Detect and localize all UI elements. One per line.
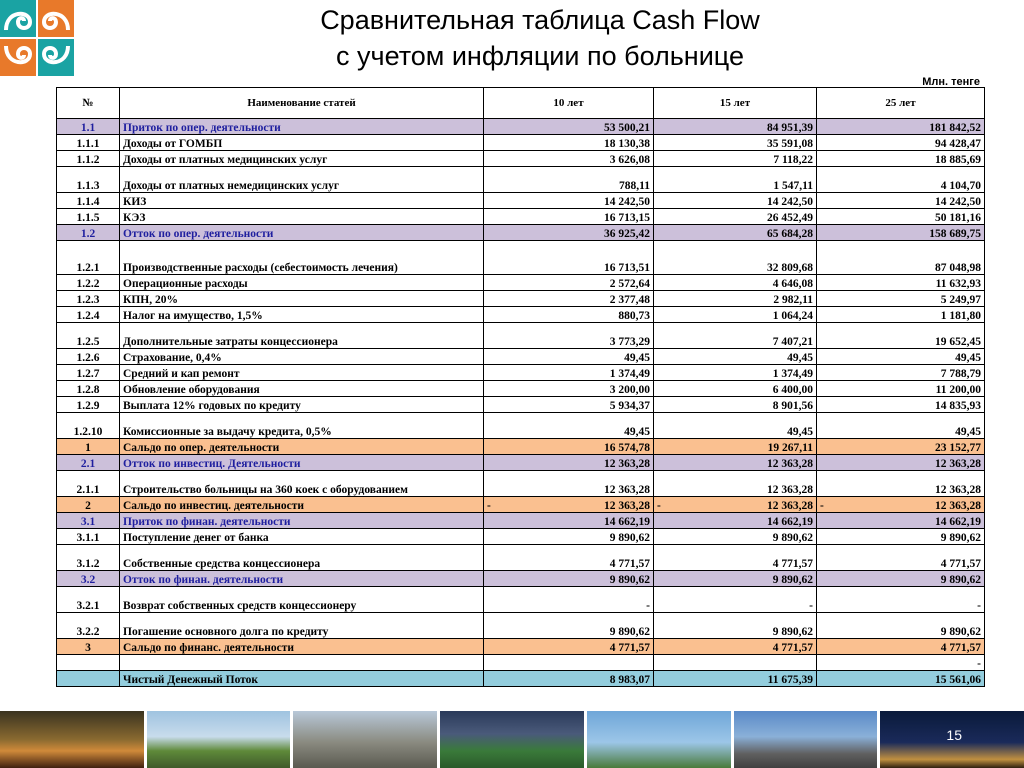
- row-item-name: Операционные расходы: [120, 275, 484, 291]
- title-line-2: с учетом инфляции по больнице: [336, 41, 744, 71]
- row-number: [57, 655, 120, 671]
- page-number: 15: [946, 727, 962, 743]
- row-number: 2.1: [57, 455, 120, 471]
- row-value-10-years: 5 934,37: [484, 397, 654, 413]
- table-row: [57, 365, 985, 381]
- row-value-25-years: -: [817, 655, 985, 671]
- table-row: [57, 291, 985, 307]
- row-value-15-years: 12 363,28: [654, 471, 817, 497]
- row-value-15-years: 7 118,22: [654, 151, 817, 167]
- table-row: [57, 381, 985, 397]
- row-value-15-years: 12 363,28: [654, 455, 817, 471]
- row-value-25-years: [817, 497, 985, 513]
- table-row: [57, 455, 985, 471]
- row-value-10-years: 1 374,49: [484, 365, 654, 381]
- row-item-name: Отток по финан. деятельности: [120, 571, 484, 587]
- row-value-15-years: 1 547,11: [654, 167, 817, 193]
- row-number: 1.1: [57, 119, 120, 135]
- row-item-name: Чистый Денежный Поток: [120, 671, 484, 687]
- row-value-10-years: 36 925,42: [484, 225, 654, 241]
- row-value-25-years: 14 835,93: [817, 397, 985, 413]
- table-row: [57, 413, 985, 439]
- row-number: 1.2.3: [57, 291, 120, 307]
- row-value-10-years: 2 377,48: [484, 291, 654, 307]
- row-value-25-years: 14 662,19: [817, 513, 985, 529]
- row-value-15-years: 9 890,62: [654, 529, 817, 545]
- row-number: 1: [57, 439, 120, 455]
- row-value-15-years: 49,45: [654, 413, 817, 439]
- photo-wind-turbines: [587, 711, 731, 768]
- row-value-25-years: -: [817, 587, 985, 613]
- row-value-10-years: 3 626,08: [484, 151, 654, 167]
- row-value-25-years: 158 689,75: [817, 225, 985, 241]
- photo-industrial-plant: [293, 711, 437, 768]
- row-value-15-years: 7 407,21: [654, 323, 817, 349]
- row-value-10-years: 8 983,07: [484, 671, 654, 687]
- table-row: [57, 167, 985, 193]
- row-item-name: Возврат собственных средств концессионеру: [120, 587, 484, 613]
- table-row: [57, 613, 985, 639]
- row-item-name: Производственные расходы (себестоимость лечения): [120, 241, 484, 275]
- row-item-name: Приток по опер. деятельности: [120, 119, 484, 135]
- row-item-name: КИЗ: [120, 193, 484, 209]
- row-value-15-years: 84 951,39: [654, 119, 817, 135]
- row-value-10-years: 4 771,57: [484, 545, 654, 571]
- row-value-15-years: [654, 497, 817, 513]
- row-number: 1.2.2: [57, 275, 120, 291]
- table-row: [57, 639, 985, 655]
- row-value-25-years: 11 632,93: [817, 275, 985, 291]
- row-item-name: Строительство больницы на 360 коек с оборудованием: [120, 471, 484, 497]
- row-value-15-years: 1 064,24: [654, 307, 817, 323]
- row-item-name: Сальдо по финанс. деятельности: [120, 639, 484, 655]
- row-item-name: Поступление денег от банка: [120, 529, 484, 545]
- photo-strip: [0, 711, 1024, 768]
- row-value-25-years: 49,45: [817, 349, 985, 365]
- row-value-15-years: 9 890,62: [654, 613, 817, 639]
- row-value-15-years: 2 982,11: [654, 291, 817, 307]
- photo-stadium: [440, 711, 584, 768]
- row-value-25-years: 12 363,28: [817, 471, 985, 497]
- row-value-25-years: 1 181,80: [817, 307, 985, 323]
- row-value-10-years: [484, 497, 654, 513]
- row-item-name: Дополнительные затраты концессионера: [120, 323, 484, 349]
- table-row: [57, 349, 985, 365]
- row-value-10-years: 18 130,38: [484, 135, 654, 151]
- row-value-10-years: 12 363,28: [484, 471, 654, 497]
- row-value-10-years: 14 662,19: [484, 513, 654, 529]
- cash-flow-table: [56, 87, 985, 687]
- row-item-name: КЭЗ: [120, 209, 484, 225]
- photo-road: [734, 711, 878, 768]
- row-value-10-years: 49,45: [484, 349, 654, 365]
- row-number: 3.2: [57, 571, 120, 587]
- row-item-name: Погашение основного долга по кредиту: [120, 613, 484, 639]
- row-item-name: Страхование, 0,4%: [120, 349, 484, 365]
- row-value-25-years: 14 242,50: [817, 193, 985, 209]
- row-item-name: Выплата 12% годовых по кредиту: [120, 397, 484, 413]
- row-number: 1.1.4: [57, 193, 120, 209]
- row-value-25-years: 4 771,57: [817, 639, 985, 655]
- row-value-15-years: 4 771,57: [654, 545, 817, 571]
- row-value-15-years: 11 675,39: [654, 671, 817, 687]
- row-item-name: КПН, 20%: [120, 291, 484, 307]
- row-item-name: [120, 655, 484, 671]
- row-number: 1.2.10: [57, 413, 120, 439]
- row-number: 3.1.1: [57, 529, 120, 545]
- row-number: 3.2.1: [57, 587, 120, 613]
- row-number: 1.2.5: [57, 323, 120, 349]
- row-value-25-years: 4 771,57: [817, 545, 985, 571]
- row-value-10-years: 16 574,78: [484, 439, 654, 455]
- table-row: [57, 471, 985, 497]
- row-item-name: Средний и кап ремонт: [120, 365, 484, 381]
- row-number: 1.2.7: [57, 365, 120, 381]
- row-value-15-years: 8 901,56: [654, 397, 817, 413]
- row-number: 1.1.3: [57, 167, 120, 193]
- row-number: 1.2: [57, 225, 120, 241]
- row-value-15-years: 35 591,08: [654, 135, 817, 151]
- row-value-15-years: 4 646,08: [654, 275, 817, 291]
- row-value-25-years: 15 561,06: [817, 671, 985, 687]
- row-value-15-years: 6 400,00: [654, 381, 817, 397]
- negative-sign: -: [657, 500, 661, 512]
- row-value-25-years: 12 363,28: [817, 455, 985, 471]
- table-row: [57, 275, 985, 291]
- row-value-15-years: 1 374,49: [654, 365, 817, 381]
- row-number: 1.1.2: [57, 151, 120, 167]
- value-text: 12 363,28: [935, 500, 981, 512]
- table-row: [57, 151, 985, 167]
- row-value-10-years: 3 773,29: [484, 323, 654, 349]
- header-25-years: 25 лет: [817, 88, 985, 119]
- row-value-10-years: 16 713,15: [484, 209, 654, 225]
- row-value-25-years: 5 249,97: [817, 291, 985, 307]
- row-number: 1.2.8: [57, 381, 120, 397]
- header-item-name: Наименование статей: [120, 88, 484, 119]
- row-value-15-years: [654, 655, 817, 671]
- row-item-name: Обновление оборудования: [120, 381, 484, 397]
- row-value-25-years: 181 842,52: [817, 119, 985, 135]
- row-value-25-years: 4 104,70: [817, 167, 985, 193]
- table-row: [57, 587, 985, 613]
- row-value-10-years: 12 363,28: [484, 455, 654, 471]
- table-row: [57, 497, 985, 513]
- row-value-10-years: 880,73: [484, 307, 654, 323]
- table-row: [57, 529, 985, 545]
- table-row: [57, 545, 985, 571]
- row-value-15-years: 49,45: [654, 349, 817, 365]
- row-value-25-years: 9 890,62: [817, 613, 985, 639]
- row-value-10-years: 53 500,21: [484, 119, 654, 135]
- row-value-10-years: 788,11: [484, 167, 654, 193]
- row-item-name: Отток по инвестиц. Деятельности: [120, 455, 484, 471]
- row-value-25-years: 7 788,79: [817, 365, 985, 381]
- row-number: 1.2.4: [57, 307, 120, 323]
- row-value-25-years: 87 048,98: [817, 241, 985, 275]
- table-row: [57, 655, 985, 671]
- row-value-25-years: 9 890,62: [817, 571, 985, 587]
- table-row: [57, 307, 985, 323]
- row-value-25-years: 94 428,47: [817, 135, 985, 151]
- table-row: [57, 397, 985, 413]
- row-value-15-years: 32 809,68: [654, 241, 817, 275]
- table-row: [57, 135, 985, 151]
- row-item-name: Сальдо по инвестиц. деятельности: [120, 497, 484, 513]
- row-value-15-years: 26 452,49: [654, 209, 817, 225]
- row-value-10-years: 9 890,62: [484, 529, 654, 545]
- table-row: [57, 671, 985, 687]
- row-value-15-years: -: [654, 587, 817, 613]
- row-number: 3.1: [57, 513, 120, 529]
- row-number: 1.2.6: [57, 349, 120, 365]
- ornament-logo-icon: [0, 0, 74, 76]
- table-header-row: [57, 88, 985, 119]
- row-value-15-years: 14 662,19: [654, 513, 817, 529]
- units-label: Млн. тенге: [922, 76, 980, 88]
- row-item-name: Налог на имущество, 1,5%: [120, 307, 484, 323]
- row-number: 2: [57, 497, 120, 513]
- row-number: [57, 671, 120, 687]
- table-row: [57, 513, 985, 529]
- row-number: 1.2.9: [57, 397, 120, 413]
- row-value-10-years: 9 890,62: [484, 613, 654, 639]
- row-item-name: Комиссионные за выдачу кредита, 0,5%: [120, 413, 484, 439]
- row-item-name: Собственные средства концессионера: [120, 545, 484, 571]
- row-number: 3.1.2: [57, 545, 120, 571]
- table-row: [57, 439, 985, 455]
- row-value-25-years: 49,45: [817, 413, 985, 439]
- row-value-25-years: 19 652,45: [817, 323, 985, 349]
- row-value-25-years: 11 200,00: [817, 381, 985, 397]
- value-text: 12 363,28: [767, 500, 813, 512]
- row-item-name: Доходы от ГОМБП: [120, 135, 484, 151]
- row-value-25-years: 23 152,77: [817, 439, 985, 455]
- row-number: 3: [57, 639, 120, 655]
- row-item-name: Доходы от платных немедицинских услуг: [120, 167, 484, 193]
- table-row: [57, 323, 985, 349]
- row-value-10-years: 49,45: [484, 413, 654, 439]
- table-row: [57, 119, 985, 135]
- row-value-10-years: [484, 655, 654, 671]
- row-value-10-years: 14 242,50: [484, 193, 654, 209]
- table-row: [57, 241, 985, 275]
- row-value-10-years: 3 200,00: [484, 381, 654, 397]
- table-row: [57, 225, 985, 241]
- negative-sign: -: [487, 500, 491, 512]
- title-line-1: Сравнительная таблица Cash Flow: [320, 5, 760, 35]
- negative-sign: -: [820, 500, 824, 512]
- photo-train: [147, 711, 291, 768]
- header-number: №: [57, 88, 120, 119]
- row-value-10-years: -: [484, 587, 654, 613]
- header-15-years: 15 лет: [654, 88, 817, 119]
- photo-highway-night: [0, 711, 144, 768]
- row-number: 3.2.2: [57, 613, 120, 639]
- row-number: 2.1.1: [57, 471, 120, 497]
- row-value-15-years: 19 267,11: [654, 439, 817, 455]
- row-number: 1.1.1: [57, 135, 120, 151]
- table-row: [57, 571, 985, 587]
- row-value-10-years: 16 713,51: [484, 241, 654, 275]
- row-value-25-years: 9 890,62: [817, 529, 985, 545]
- row-value-15-years: 4 771,57: [654, 639, 817, 655]
- row-number: 1.1.5: [57, 209, 120, 225]
- table-row: [57, 193, 985, 209]
- row-item-name: Сальдо по опер. деятельности: [120, 439, 484, 455]
- row-value-25-years: 18 885,69: [817, 151, 985, 167]
- row-value-10-years: 9 890,62: [484, 571, 654, 587]
- row-item-name: Отток по опер. деятельности: [120, 225, 484, 241]
- table-row: [57, 209, 985, 225]
- header-10-years: 10 лет: [484, 88, 654, 119]
- row-value-10-years: 4 771,57: [484, 639, 654, 655]
- row-value-15-years: 14 242,50: [654, 193, 817, 209]
- row-item-name: Приток по финан. деятельности: [120, 513, 484, 529]
- row-number: 1.2.1: [57, 241, 120, 275]
- row-value-15-years: 9 890,62: [654, 571, 817, 587]
- row-value-15-years: 65 684,28: [654, 225, 817, 241]
- page-title: [190, 2, 890, 74]
- row-value-10-years: 2 572,64: [484, 275, 654, 291]
- row-item-name: Доходы от платных медицинских услуг: [120, 151, 484, 167]
- row-value-25-years: 50 181,16: [817, 209, 985, 225]
- value-text: 12 363,28: [604, 500, 650, 512]
